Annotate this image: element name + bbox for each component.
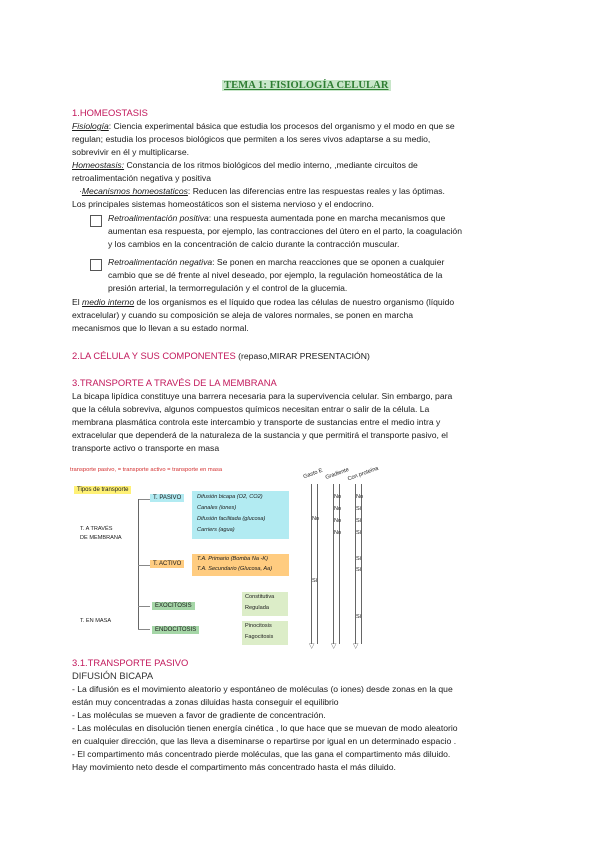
checkbox-retro-positiva[interactable] xyxy=(90,215,102,227)
col-gasto-header: Gasto E xyxy=(302,467,324,481)
mecanismos-term: Mecanismos homeostaticos xyxy=(81,186,188,196)
cell-value: Sí xyxy=(356,518,362,524)
subheading-difusion: DIFUSIÓN BICAPA xyxy=(72,670,154,681)
dif-bicapa: Difusión bicapa (O2, CO2) xyxy=(197,494,263,500)
fisiologia-term: Fisiología xyxy=(72,121,109,131)
carriers: Carriers (agua) xyxy=(197,527,235,533)
section-heading-transporte: 3.TRANSPORTE A TRAVÉS DE LA MEMBRANA xyxy=(72,377,277,388)
homeostasis-line-2: retroalimentación negativa y positiva xyxy=(72,173,212,183)
cell-value: Sí xyxy=(312,578,318,584)
exocitosis-box: EXOCITOSIS xyxy=(152,602,195,610)
section-heading-celula-line xyxy=(72,349,370,364)
connector-line xyxy=(138,565,150,566)
regulada: Regulada xyxy=(245,605,269,611)
section-heading-celula: 2.LA CÉLULA Y SUS COMPONENTES xyxy=(72,350,236,361)
diagram-top-label: transporte pasivo, = transporte activo = transporte en masa xyxy=(70,467,223,473)
retro-pos-text-1: : una respuesta aumentada pone en marcha mecanismos que xyxy=(208,213,446,223)
retro-pos-line-2: aumentan esa respuesta, por ejemplo, las contracciones del útero en el parto, la coagulación xyxy=(108,226,462,236)
enmasa-label: T. EN MASA xyxy=(80,618,112,624)
transporte-line-4: extracelular que dependerá de la naturaleza de la sustancia y que permitirá el transporte pasivo, el xyxy=(72,430,448,440)
column-line-gasto xyxy=(311,484,312,644)
transporte-line-1: La bicapa lipídica constituye una barrera necesaria para la supervivencia celular. Sin embargo, para xyxy=(72,391,453,401)
connector-line xyxy=(138,499,150,500)
cell-value: No xyxy=(356,494,364,500)
pasivo-b1-line-1: - La difusión es el movimiento aleatorio y espontáneo de moléculas (o iones) desde zonas en la que xyxy=(72,684,453,694)
mecanismos-line-2: Los principales sistemas homeostáticos son el sistema nervioso y el endocrino. xyxy=(72,199,374,209)
pasivo-b4-line-2: Hay movimiento neto desde el compartimento más concentrado hasta el más diluido. xyxy=(72,762,396,772)
fisiologia-text-1: : Ciencia experimental básica que estudia los procesos del organismo y el modo en que se xyxy=(108,121,455,131)
medio-line-1 xyxy=(72,296,454,310)
pinocitosis: Pinocitosis xyxy=(245,623,272,629)
arrow-down-icon: ▽ xyxy=(309,643,315,650)
dif-facilitada: Difusión facilitada (glucosa) xyxy=(197,516,266,522)
demembrana-label: DE MEMBRANA xyxy=(80,535,122,541)
transporte-line-5: transporte activo o transporte en masa xyxy=(72,443,220,453)
connector-line xyxy=(138,606,150,607)
retro-neg-line-3: presión arterial, la termorregulación y el control de la glucemia. xyxy=(108,283,348,293)
fisiologia-line-2: regulan; estudia los procesos biológicos que permiten a los seres vivos adaptarse a su medio, xyxy=(72,134,431,144)
retro-pos-line-1 xyxy=(108,212,445,226)
cell-value: Sí xyxy=(356,530,362,536)
atraves-label: T. A TRAVÉS xyxy=(80,526,113,532)
medio-line-2: extracelular) y cuando su composición se aleja de valores normales, se ponen en marcha xyxy=(72,310,414,320)
endocitosis-box: ENDOCITOSIS xyxy=(152,626,199,634)
mecanismos-text-1: : Reducen las diferencias entre las respuestas reales y las óptimas. xyxy=(187,186,445,196)
celula-note: (repaso,MIRAR PRESENTACIÓN) xyxy=(235,351,370,361)
retro-pos-term: Retroalimentación positiva xyxy=(108,213,209,223)
activo-box: T. ACTIVO xyxy=(150,560,184,568)
connector-line xyxy=(138,629,150,630)
retro-neg-term: Retroalimentación negativa xyxy=(108,257,213,267)
mecanismos-bullet: · xyxy=(79,186,82,196)
arrow-down-icon: ▽ xyxy=(353,643,359,650)
cell-value: Sí xyxy=(356,614,362,620)
medio-term: medio interno xyxy=(82,297,135,307)
pasivo-b2: - Las moléculas se mueven a favor de gradiente de concentración. xyxy=(72,710,326,720)
col-proteina-header: Con proteína xyxy=(346,465,380,483)
checkbox-retro-negativa[interactable] xyxy=(90,259,102,271)
cell-value: Sí xyxy=(356,506,362,512)
medio-prefix: El xyxy=(72,297,83,307)
retro-pos-line-3: y los cambios en la concentración de calcio durante la contracción muscular. xyxy=(108,239,400,249)
cell-value: Sí xyxy=(356,567,362,573)
pasivo-b3-line-2: en cualquier dirección, que las lleva a diseminarse o repartirse por igual en un determinado espacio . xyxy=(72,736,457,746)
pasivo-box: T. PASIVO xyxy=(150,494,184,502)
arrow-down-icon: ▽ xyxy=(331,643,337,650)
section-heading-homeostasis: 1.HOMEOSTASIS xyxy=(72,107,148,118)
homeostasis-term: Homeostasis: xyxy=(72,160,125,170)
connector-vline xyxy=(138,499,139,629)
fisiologia-line-1 xyxy=(72,120,455,134)
ta-primario: T.A. Primario (Bomba Na -K) xyxy=(197,556,268,562)
homeostasis-text-1: Constancia de los ritmos biológicos del medio interno, ,mediante circuitos de xyxy=(124,160,418,170)
ta-secundario: T.A. Secundario (Glucosa, Aa) xyxy=(197,566,273,572)
cell-value: No xyxy=(334,506,342,512)
medio-line-3: mecanismos que lo llevan a su estado normal. xyxy=(72,323,249,333)
cell-value: No xyxy=(334,530,342,536)
fisiologia-line-3: sobrevivir en él y multiplicarse. xyxy=(72,147,190,157)
page-title: TEMA 1: FISIOLOGÍA CELULAR xyxy=(224,80,389,91)
cell-value: No xyxy=(334,494,342,500)
pasivo-b4-line-1: - El compartimento más concentrado pierde moléculas, que las gana el compartimento más diluido. xyxy=(72,749,451,759)
tipos-transporte-label: Tipos de transporte xyxy=(74,486,131,494)
mecanismos-line-1 xyxy=(79,185,445,199)
retro-neg-line-2: cambio que se dé frente al nivel deseado, por ejemplo, la regulación homeostática de la xyxy=(108,270,443,280)
pasivo-b1-line-2: están muy concentradas a zonas diluidas hasta conseguir el equilibrio xyxy=(72,697,339,707)
cell-value: Sí xyxy=(356,556,362,562)
homeostasis-line-1 xyxy=(72,159,418,173)
fagocitosis: Fagocitosis xyxy=(245,634,274,640)
medio-text-1: de los organismos es el líquido que rodea las células de nuestro organismo (líquido xyxy=(134,297,455,307)
canales: Canales (iones) xyxy=(197,505,237,511)
pasivo-b3-line-1: - Las moléculas en disolución tienen energía cinética , lo que hace que se muevan de modo aleatorio xyxy=(72,723,458,733)
transporte-line-3: membrana plasmática controla este intercambio y transporte de sustancias entre el medio intra y xyxy=(72,417,441,427)
cell-value: No xyxy=(312,516,320,522)
retro-neg-text-1: : Se ponen en marcha reacciones que se oponen a cualquier xyxy=(212,257,445,267)
section-heading-pasivo: 3.1.TRANSPORTE PASIVO xyxy=(72,657,189,668)
column-line-gasto xyxy=(317,484,318,644)
constitutiva: Constitutiva xyxy=(245,594,275,600)
cell-value: No xyxy=(334,518,342,524)
retro-neg-line-1 xyxy=(108,256,444,270)
transporte-line-2: que la célula sobreviva, algunos compuestos químicos necesitan entrar o salir de la célula. La xyxy=(72,404,430,414)
col-gradiente-header: Gradiente xyxy=(324,466,350,482)
